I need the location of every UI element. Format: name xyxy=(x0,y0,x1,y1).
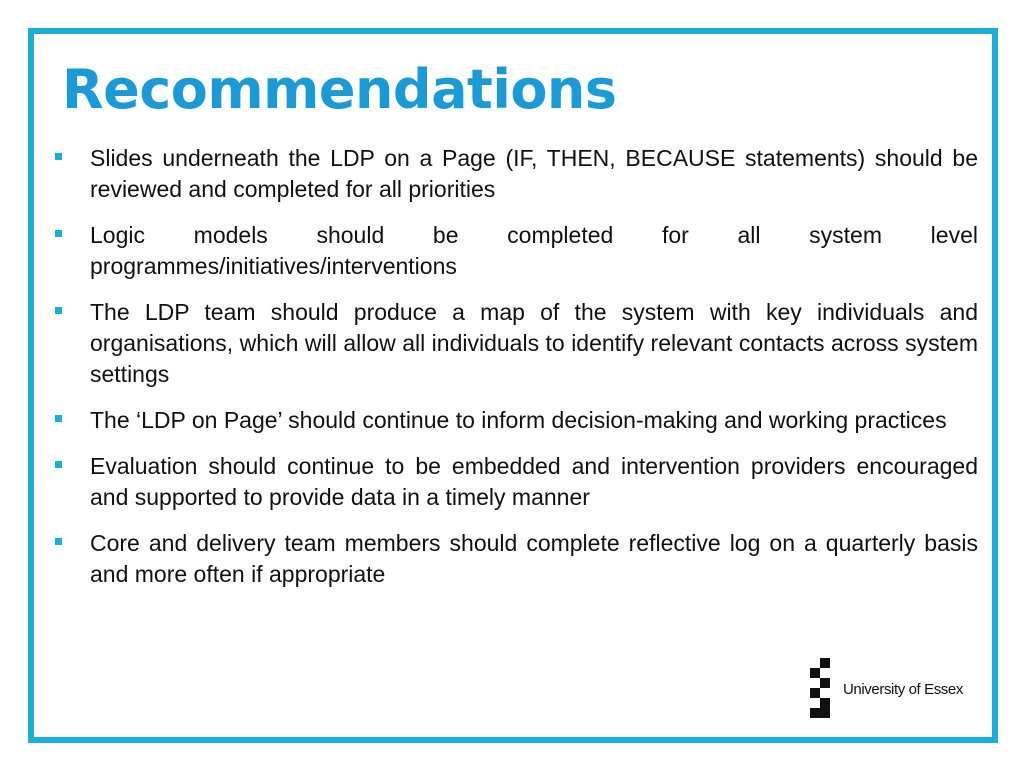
bullet-text: Core and delivery team members should complete reflective log on a quarterly basis and more often if appropriate xyxy=(90,530,978,587)
square-bullet-icon xyxy=(55,307,62,314)
bullet-text: The ‘LDP on Page’ should continue to inform decision-making and working practices xyxy=(90,407,947,433)
square-bullet-icon xyxy=(55,153,62,160)
bullet-text: Slides underneath the LDP on a Page (IF, THEN, BECAUSE statements) should be reviewed and completed for all priorities xyxy=(90,145,978,202)
bullet-text: Logic models should be completed for all system level programmes/initiatives/interventions xyxy=(90,222,978,279)
square-bullet-icon xyxy=(55,415,62,422)
list-item xyxy=(50,143,978,205)
list-item xyxy=(50,220,978,282)
square-bullet-icon xyxy=(55,461,62,468)
list-item xyxy=(50,405,978,436)
list-item xyxy=(50,451,978,513)
checkerboard-logo-icon xyxy=(806,658,834,720)
bullet-text: Evaluation should continue to be embedded and intervention providers encouraged and supported to provide data in a timely manner xyxy=(90,453,978,510)
square-bullet-icon xyxy=(55,230,62,237)
university-logo xyxy=(806,658,963,720)
logo-text: University of Essex xyxy=(843,680,963,698)
bullet-text: The LDP team should produce a map of the system with key individuals and organisations, which will allow all individuals to identify relevant contacts across system settings xyxy=(90,299,978,387)
list-item xyxy=(50,528,978,590)
bullet-list xyxy=(50,143,978,605)
square-bullet-icon xyxy=(55,538,62,545)
list-item xyxy=(50,297,978,390)
slide-title: Recommendations xyxy=(62,58,617,121)
